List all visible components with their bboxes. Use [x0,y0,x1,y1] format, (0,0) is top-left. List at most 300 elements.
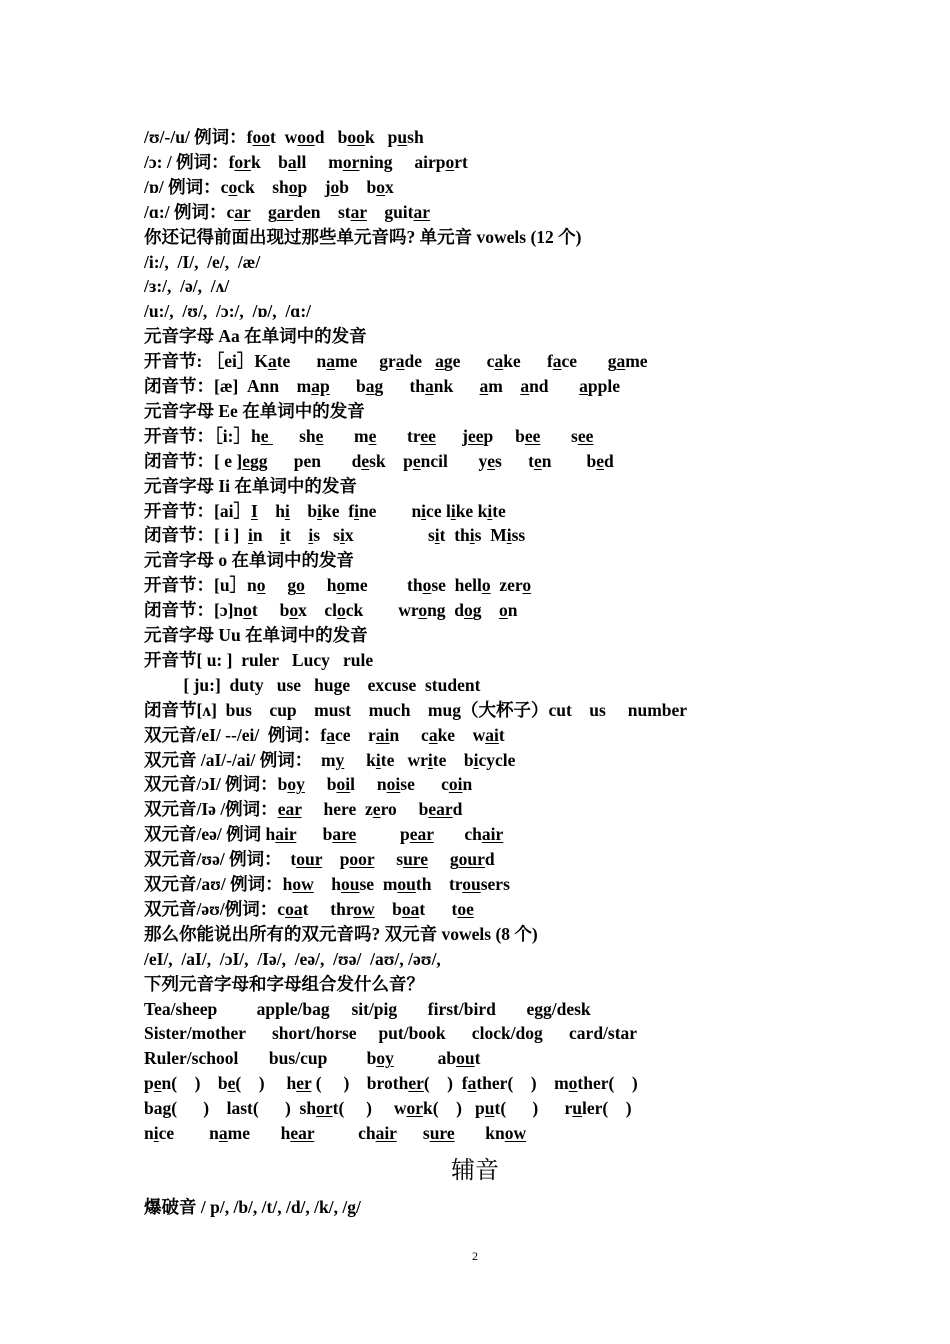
text-segment: ab [393,1048,457,1069]
text-segment: x s [344,525,435,546]
text-segment: Tea/sheep apple/bag sit/pig first/bird egg/desk [144,998,591,1019]
text-segment: 元音字母 Ee 在单词中的发音 [144,400,365,421]
text-line [144,847,495,871]
underlined-letters: a [428,724,438,745]
text-segment: t w [270,127,298,147]
underlined-letters: a [326,724,336,745]
text-segment: n b [541,450,597,471]
text-segment: /i:/, /I/, /e/, /æ/ [144,251,261,272]
text-segment: b b [339,176,377,197]
section-heading: 辅音 [451,1156,499,1184]
underlined-letters: oi [336,774,351,795]
text-segment: p [322,849,350,870]
text-line [144,1046,480,1070]
underlined-letters: a [494,351,504,372]
text-segment: d [603,450,614,471]
text-segment: g [265,575,297,596]
text-segment: s s [313,525,340,546]
text-line [144,997,591,1021]
text-segment: ke w [437,724,486,745]
underlined-letters: er [296,1073,312,1094]
text-line [144,573,531,597]
text-segment: t [285,525,309,546]
text-line [144,150,468,174]
text-segment: 双元音/Iə /例词： [144,799,278,820]
text-segment: ke k [455,500,488,521]
underlined-letters: or [234,151,251,172]
text-segment: 你还记得前面出现过那些单元音吗? 单元音 vowels (12 个) [144,226,582,247]
underlined-letters: e [361,450,370,471]
underlined-letters: a [425,376,434,396]
text-segment: 开音节：[u］n [144,575,257,596]
text-segment: zer [490,575,523,596]
text-segment: te b [432,749,474,770]
text-segment: k p [364,127,398,147]
text-segment: 双元音 /aI/-/ai/ 例词： m [144,749,336,770]
text-segment: 元音字母 Aa 在单词中的发音 [144,326,367,347]
text-line [144,1121,526,1145]
underlined-letters: ow [504,1123,527,1143]
underlined-letters: a [395,351,405,372]
underlined-letters: or [406,1098,424,1119]
text-segment: s M [474,525,507,546]
text-segment: s [540,425,578,446]
underlined-letters: oy [287,774,305,795]
underlined-letters: ou [456,1048,475,1069]
text-segment: b [296,824,333,845]
text-segment: ce g [561,351,617,372]
underlined-letters: i [473,749,479,770]
text-line [144,872,510,896]
text-segment: pple [587,376,621,396]
text-line [144,125,424,149]
underlined-letters: a [435,351,444,372]
text-segment: ss [511,525,526,546]
text-segment: h [304,575,337,596]
text-segment: bag( ) last( ) sh [144,1098,317,1119]
underlined-letters: o [445,151,455,172]
underlined-letters: ear [428,799,453,820]
underlined-letters: o [376,176,386,197]
text-segment: /eI/, /aI/, /ɔI/, /Iə/, /eə/, /ʊə/ /aʊ/, /əʊ/, [144,948,441,969]
underlined-letters: a [218,1123,228,1143]
underlined-letters: i [339,525,345,546]
underlined-letters: oe [457,898,474,919]
text-segment: /ʊ/-/u/ 例词：f [144,127,253,147]
text-segment: 双元音/eə/ 例词 h [144,824,276,845]
underlined-letters: o [288,176,298,197]
text-segment: k [344,749,376,770]
text-segment: ( ) h [235,1073,297,1094]
text-segment: 开音节[ u: ] ruler Lucy rule [144,649,374,670]
text-segment: kn [454,1123,505,1143]
underlined-letters: ee [420,425,436,446]
text-line [144,349,648,373]
text-line [144,673,480,697]
text-segment: 闭音节：[ e ] [144,450,243,471]
text-segment: t [498,724,505,745]
text-line [144,200,430,224]
text-segment: x cl [298,600,337,621]
underlined-letters: ai [375,724,390,745]
text-segment: ch [433,824,482,845]
text-line [144,772,472,796]
text-line [144,399,365,423]
text-line [144,723,505,747]
text-segment: ther( ) [577,1073,638,1094]
text-segment: m [323,425,369,446]
text-segment: ncil y [420,450,488,471]
underlined-letters: ure [403,849,429,870]
underlined-letters: o [522,575,532,596]
underlined-letters: ou [462,874,481,894]
text-segment: tr [376,425,421,446]
text-segment: d b [314,127,348,147]
text-segment: te n [276,351,327,372]
underlined-letters: o [289,600,299,621]
text-segment: g [250,201,277,222]
text-line [144,822,503,846]
underlined-letters: u [397,127,408,147]
last-line: 爆破音 / p/, /b/, /t/, /d/, /k/, /g/ [144,1197,361,1217]
text-segment: ng d [427,600,465,621]
text-segment: s [374,849,404,870]
text-segment: t b [251,600,290,621]
text-segment: x [385,176,394,197]
text-line [144,897,474,921]
text-segment: n c [389,724,429,745]
text-segment: me [625,351,648,372]
text-line [144,623,368,647]
underlined-letters: ar [413,201,431,222]
text-line [144,797,462,821]
text-segment: b [289,500,318,521]
text-segment: 那么你能说出所有的双元音吗? 双元音 vowels (8 个) [144,923,538,944]
text-segment: j [435,425,468,446]
text-segment: 闭音节[ʌ] bus cup must much mug（大杯子）cut us number [144,699,688,720]
page-number: 2 [472,1249,478,1263]
underlined-letters: e [412,450,421,471]
text-segment: t th [439,525,470,546]
underlined-letters: oi [386,774,401,795]
text-segment: d [484,849,495,870]
text-line [144,548,354,572]
underlined-letters: a [326,351,336,372]
text-line [144,499,506,523]
text-segment: k b [250,151,288,172]
text-segment: t [474,1048,481,1069]
underlined-letters: i [354,500,359,521]
text-segment: se hell [431,575,482,596]
text-segment: b [304,774,337,795]
text-segment: se c [400,774,449,795]
text-segment: 开音节：［i:］h [144,425,261,446]
text-segment: rt [454,151,468,172]
underlined-letters: y [335,749,345,770]
text-line [144,474,357,498]
underlined-letters: ow [353,898,375,919]
text-segment: t t [419,898,458,919]
text-line [144,449,614,473]
text-line [144,175,394,199]
underlined-letters: o [336,600,346,621]
text-segment: me gr [335,351,396,372]
text-segment: 双元音/eI/ --/ei/ 例词：f [144,724,327,745]
text-segment: gg pen d [249,450,362,471]
text-segment: ning airp [359,151,446,172]
text-segment: ll m [296,151,343,172]
text-segment: g [472,600,500,621]
text-segment: ck sh [237,176,289,197]
underlined-letters: a [287,151,297,172]
underlined-letters: er [408,1073,424,1094]
text-segment: ther( ) m [476,1073,569,1094]
text-segment: n [144,1123,154,1143]
underlined-letters: o [481,575,491,596]
text-segment: ce n [158,1123,219,1143]
text-segment: p b [483,425,525,446]
underlined-letters: e [227,1073,236,1094]
text-segment: se m [359,874,398,894]
text-segment: ge c [443,351,495,372]
underlined-letters: ure [429,1123,455,1143]
text-line [144,225,581,249]
text-segment: k( ) p [423,1098,485,1119]
underlined-letters: ai [485,724,499,745]
text-segment: p j [297,176,331,197]
text-segment: 双元音/ʊə/ 例词： t [144,849,297,870]
underlined-letters: ear [277,799,302,820]
underlined-letters: o [330,176,340,197]
underlined-letters: o [568,1073,578,1094]
underlined-letters: air [481,824,504,845]
text-segment: p [356,824,410,845]
text-segment: t( ) r [494,1098,573,1119]
text-segment: /ɑ:/ 例词：c [144,201,235,222]
text-segment: ke f [321,500,355,521]
text-segment: ( ) broth [311,1073,409,1094]
underlined-letters: ar [350,201,367,222]
underlined-letters: air [375,1123,397,1143]
text-segment: sk p [369,450,413,471]
underlined-letters: ear [290,1123,315,1143]
text-segment: cycle [478,749,516,770]
underlined-letters: our [296,849,323,870]
text-segment: s [396,1123,430,1143]
underlined-letters: e [315,425,324,446]
text-line [144,523,525,547]
underlined-letters: i [450,500,456,521]
underlined-letters: e [242,450,250,471]
text-segment: t thr [302,898,354,919]
text-segment: l n [350,774,387,795]
text-line [144,324,367,348]
text-segment: s t [495,450,534,471]
text-segment: b [329,376,366,396]
underlined-letters: e [533,450,542,471]
underlined-letters: i [434,525,440,546]
underlined-letters: o [243,600,252,621]
underlined-letters: u [484,1098,495,1119]
underlined-letters: i [280,525,286,546]
underlined-letters: a [365,376,375,396]
text-segment: p [144,1073,154,1094]
text-segment: me h [227,1123,291,1143]
text-segment: /ɜ:/, /ə/, /ʌ/ [144,276,230,297]
text-line [144,947,441,971]
underlined-letters: e [260,425,273,446]
text-line [144,374,620,398]
underlined-letters: ow [292,874,314,894]
text-line [144,972,424,996]
text-line [144,648,373,672]
underlined-letters: e [596,450,604,471]
underlined-letters: oo [252,127,271,147]
text-segment: te wr [380,749,428,770]
text-segment: sers [480,874,510,894]
underlined-letters: ee [524,425,541,446]
underlined-letters: i [469,525,475,546]
underlined-letters: a [552,351,562,372]
text-segment: 元音字母 Ii 在单词中的发音 [144,475,357,496]
text-line [144,598,518,622]
text-segment: 元音字母 Uu 在单词中的发音 [144,625,368,645]
text-segment: 闭音节：[ɔ]n [144,600,244,621]
text-segment: 双元音/əʊ/例词：c [144,898,286,919]
underlined-letters: a [579,376,588,396]
underlined-letters: i [375,749,381,770]
underlined-letters: oo [297,127,315,147]
text-segment: de [404,351,436,372]
underlined-letters: oa [401,898,420,919]
underlined-letters: i [487,500,493,521]
underlined-letters: ee [577,425,594,446]
underlined-letters: o [464,600,473,621]
underlined-letters: i [153,1123,159,1143]
underlined-letters: a [479,376,489,396]
text-segment: ce l [426,500,451,521]
text-segment: t( ) w [332,1098,407,1119]
text-line [144,424,593,448]
underlined-letters: I [250,500,258,521]
text-segment: [ ju:] duty use huge excuse student [144,674,481,695]
text-segment: ler( ) [582,1098,632,1119]
text-line [144,698,687,722]
text-line [144,1096,632,1120]
underlined-letters: i [506,525,512,546]
underlined-letters: o [228,176,238,197]
underlined-letters: oo [347,127,365,147]
text-segment: n [462,774,473,795]
underlined-letters: ar [234,201,251,222]
underlined-letters: e [372,799,381,820]
text-segment: me th [345,575,423,596]
text-segment: 双元音/aʊ/ 例词：h [144,874,293,894]
text-segment: 下列元音字母和字母组合发什么音？ [144,973,424,994]
text-segment: sh [272,425,316,446]
text-segment: ke f [503,351,553,372]
text-line [144,922,538,946]
text-segment: n( ) b [161,1073,228,1094]
underlined-letters: ou [397,874,416,894]
underlined-letters: a [467,1073,477,1094]
underlined-letters: o [499,600,508,621]
underlined-letters: u [572,1098,583,1119]
text-segment: /ɒ/ 例词：c [144,176,229,197]
underlined-letters: oor [349,849,375,870]
text-segment: ne n [358,500,422,521]
underlined-letters: or [316,1098,333,1119]
underlined-letters: or [342,151,360,172]
text-segment: m [488,376,521,396]
underlined-letters: i [248,525,253,546]
text-segment: ( ) f [423,1073,468,1094]
text-segment: g [428,849,459,870]
text-segment: Sister/mother short/horse put/book clock/dog card/star [144,1023,638,1044]
underlined-letters: oi [448,774,463,795]
text-line [144,274,229,298]
text-segment: h [257,500,285,521]
text-segment: ce r [335,724,376,745]
text-segment: nd [529,376,580,396]
underlined-letters: oy [376,1048,394,1069]
underlined-letters: a [267,351,277,372]
underlined-letters: e [368,425,377,446]
underlined-letters: o [336,575,346,596]
text-segment: nk [433,376,480,396]
text-segment: h [313,874,342,894]
text-segment: 开音节：[ai］ [144,500,251,521]
text-line [144,748,515,772]
text-segment: /ɔ: / 例词：f [144,151,235,172]
text-segment: Ruler/school bus/cup b [144,1048,377,1069]
underlined-letters: a [520,376,530,396]
text-segment: den st [293,201,351,222]
underlined-letters: ou [341,874,360,894]
text-segment: sh [407,127,424,147]
underlined-letters: o [418,600,428,621]
text-segment: guit [366,201,414,222]
underlined-letters: ar [276,201,294,222]
text-line [144,1021,637,1045]
underlined-letters: air [275,824,297,845]
text-segment: n [252,525,281,546]
text-segment: n [507,600,518,621]
text-segment: te [492,500,506,521]
text-segment: th tr [415,874,463,894]
text-line [144,1071,638,1095]
underlined-letters: i [285,500,290,521]
underlined-letters: i [427,749,433,770]
text-segment: g th [374,376,426,396]
text-segment: d [452,799,463,820]
underlined-letters: e [487,450,496,471]
text-segment: 闭音节：[æ] Ann m [144,376,312,396]
underlined-letters: i [317,500,322,521]
text-segment: /u:/, /ʊ/, /ɔ:/, /ɒ/, /ɑ:/ [144,301,312,322]
text-segment: 闭音节：[ i ] [144,525,249,546]
underlined-letters: e [153,1073,162,1094]
underlined-letters: ear [409,824,434,845]
underlined-letters: o [296,575,305,596]
underlined-letters: o [422,575,432,596]
text-segment: ro b [380,799,429,820]
underlined-letters: are [332,824,357,845]
text-segment: ch [314,1123,376,1143]
underlined-letters: ee [467,425,484,446]
text-line [144,299,311,323]
underlined-letters: ap [311,376,330,396]
